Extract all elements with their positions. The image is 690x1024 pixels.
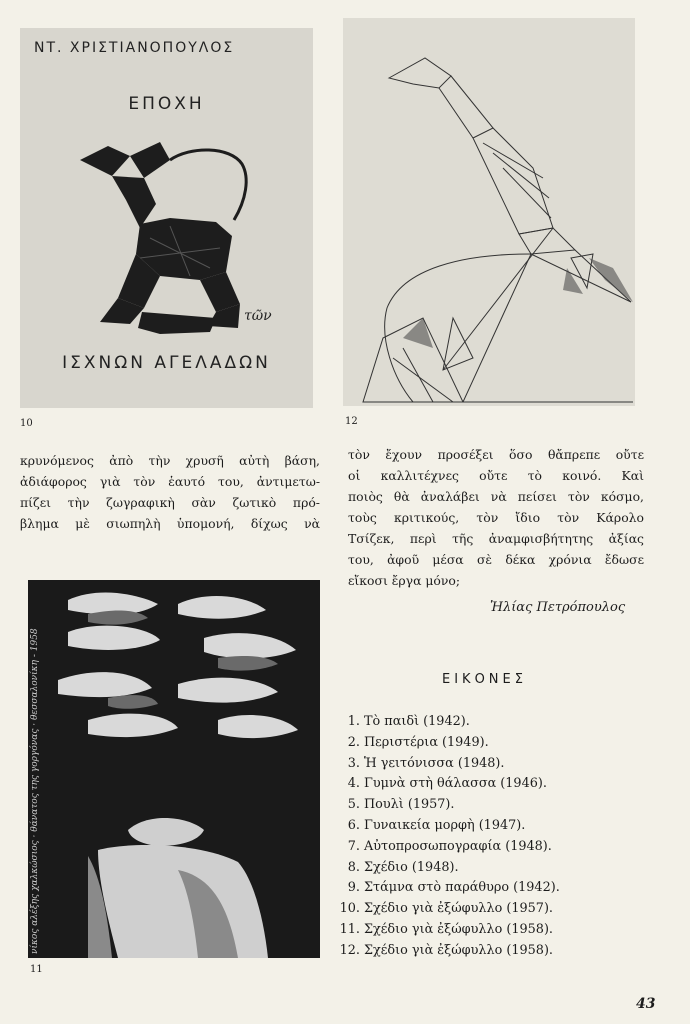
figure-10-book-cover (20, 28, 313, 408)
text-line: ποιὸς θὰ ἀναλάβει νὰ πείσει τὸν κόσμο, (348, 489, 644, 504)
horse-line-drawing (343, 18, 635, 406)
page-number: 43 (636, 996, 656, 1012)
left-column-text (20, 450, 320, 534)
painting-inscription: νίκος αλέξης χαλκώσιος · θάνατος της γοργόνας · θεσσαλονίκη - 1958 (30, 628, 40, 954)
goat-illustration (20, 28, 313, 408)
list-item: 8. Σχέδιο (1948). (347, 859, 459, 875)
figure-11-painting (28, 580, 320, 958)
text-line: ἀδιάφορος γιὰ τὸν ἑαυτό του, ἀντιμετω- (20, 474, 320, 489)
text-line: εἴκοσι ἔργα μόνο; (348, 573, 461, 588)
figures-list (336, 712, 656, 962)
text-line: τὸν ἔχουν προσέξει ὅσο θἄπρεπε οὔτε (348, 447, 644, 462)
text-line: Τσίζεκ, περὶ τῆς ἀναμφισβήτητης ἀξίας (348, 531, 644, 546)
text-line: του, ἀφοῦ μέσα σὲ δέκα χρόνια ἔδωσε (348, 552, 644, 567)
list-item: 7. Αὐτοπροσωπογραφία (1948). (347, 838, 552, 854)
author-signature: Ἠλίας Πετρόπουλος (490, 600, 626, 615)
figure-12-line-drawing (343, 18, 635, 406)
list-item: 1. Τὸ παιδὶ (1942). (347, 714, 470, 729)
text-line: κρυνόμενος ἀπὸ τὴν χρυσῆ αὐτὴ βάση, (20, 453, 320, 468)
figure-number-12: 12 (345, 416, 358, 427)
right-column-text (348, 444, 644, 591)
cover-title-mid: τῶν (244, 308, 272, 324)
list-item: 5. Πουλὶ (1957). (347, 797, 455, 813)
list-item: 9. Στάμνα στὸ παράθυρο (1942). (347, 880, 560, 896)
list-item: 3. Ἡ γειτόνισσα (1948). (347, 755, 505, 771)
figure-number-11: 11 (30, 964, 43, 975)
text-line: οἱ καλλιτέχνες οὔτε τὸ κοινό. Καὶ (348, 468, 644, 483)
list-item: 12. Σχέδιο γιὰ ἐξώφυλλο (1958). (339, 942, 554, 958)
cover-title-top: ΕΠΟΧΗ (128, 94, 205, 114)
cover-title-bottom: ΙΣΧΝΩΝ ΑΓΕΛΑΔΩΝ (62, 353, 271, 373)
text-line: πίζει τὴν ζωγραφικὴ σὰν ζωτικὸ πρό- (20, 495, 320, 510)
figure-number-10: 10 (20, 418, 33, 429)
list-item: 4. Γυμνὰ στὴ θάλασσα (1946). (347, 776, 547, 792)
list-item: 6. Γυναικεία μορφὴ (1947). (347, 817, 526, 833)
list-item: 2. Περιστέρια (1949). (347, 734, 489, 750)
cover-author: ΝΤ. ΧΡΙΣΤΙΑΝΟΠΟΥΛΟΣ (34, 40, 235, 56)
list-item: 10. Σχέδιο γιὰ ἐξώφυλλο (1957). (339, 901, 554, 917)
list-item: 11. Σχέδιο γιὰ ἐξώφυλλο (1958). (339, 921, 554, 937)
painting-image (28, 580, 320, 958)
text-line: βλημα μὲ σιωπηλὴ ὑπομονή, δίχως νὰ (20, 516, 320, 531)
text-line: τοὺς κριτικούς, τὸν ἴδιο τὸν Κάρολο (348, 510, 644, 525)
figures-list-title: ΕΙΚΟΝΕΣ (442, 672, 527, 687)
